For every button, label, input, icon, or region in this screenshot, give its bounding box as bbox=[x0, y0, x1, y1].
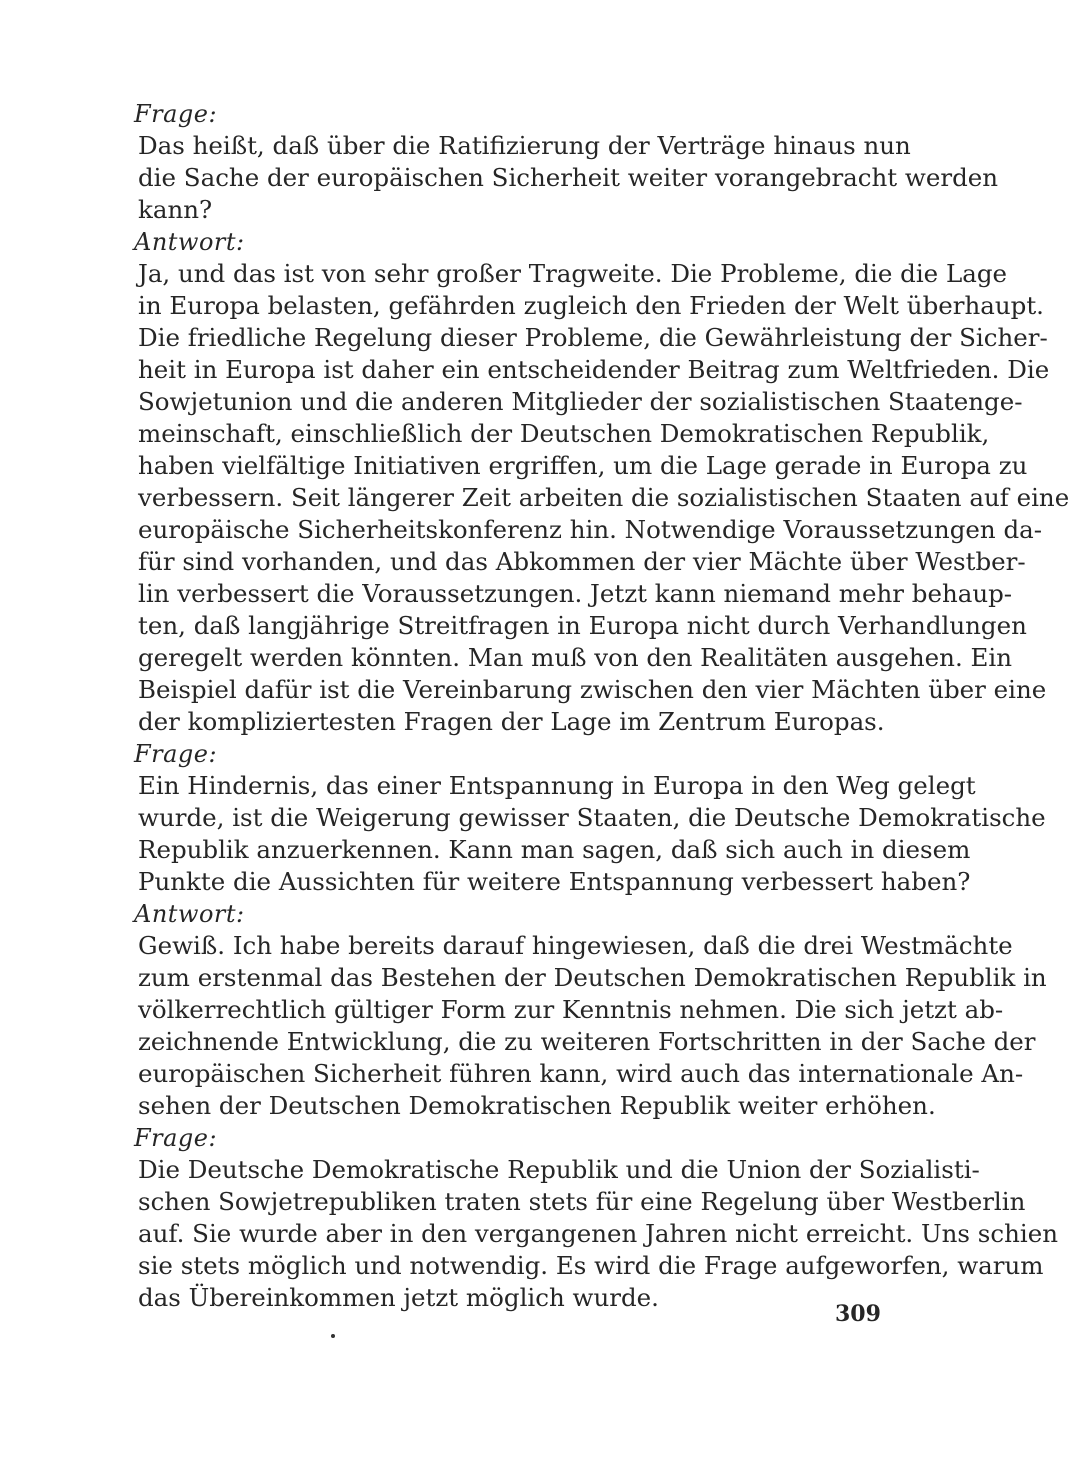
text-line: lin verbessert die Voraussetzungen. Jetzt kann niemand mehr behaup- bbox=[138, 579, 1013, 608]
answer-section bbox=[134, 898, 1047, 1122]
text-line: ten, daß langjährige Streitfragen in Europa nicht durch Verhandlungen bbox=[138, 611, 1027, 640]
answer-label: Antwort: bbox=[134, 900, 245, 928]
text-line: Gewiß. Ich habe bereits darauf hingewiesen, daß die drei Westmächte bbox=[138, 931, 1013, 960]
text-line: Ja, und das ist von sehr großer Tragweite. Die Probleme, die die Lage bbox=[138, 259, 1008, 288]
text-line: auf. Sie wurde aber in den vergangenen Jahren nicht erreicht. Uns schien bbox=[138, 1219, 1058, 1248]
text-line: sie stets möglich und notwendig. Es wird die Frage aufgeworfen, warum bbox=[138, 1251, 1044, 1280]
page-number: 309 bbox=[835, 1301, 881, 1327]
text-line: heit in Europa ist daher ein entscheidender Beitrag zum Weltfrieden. Die bbox=[138, 355, 1050, 384]
text-line: Sowjetunion und die anderen Mitglieder der sozialistischen Staatenge- bbox=[138, 387, 1023, 416]
text-line: verbessern. Seit längerer Zeit arbeiten die sozialistischen Staaten auf eine bbox=[138, 483, 1069, 512]
text-line: schen Sowjetrepubliken traten stets für eine Regelung über Westberlin bbox=[138, 1187, 1026, 1216]
text-line: das Übereinkommen jetzt möglich wurde. bbox=[138, 1283, 659, 1312]
question-label: Frage: bbox=[134, 1124, 218, 1152]
text-line: wurde, ist die Weigerung gewisser Staaten, die Deutsche Demokratische bbox=[138, 803, 1046, 832]
body-text bbox=[134, 98, 1069, 1314]
text-line: Ein Hindernis, das einer Entspannung in Europa in den Weg gelegt bbox=[138, 771, 976, 800]
text-line: zum erstenmal das Bestehen der Deutschen Demokratischen Republik in bbox=[138, 963, 1047, 992]
text-line: Beispiel dafür ist die Vereinbarung zwischen den vier Mächten über eine bbox=[138, 675, 1047, 704]
text-line: die Sache der europäischen Sicherheit weiter vorangebracht werden bbox=[138, 163, 999, 192]
text-line: europäischen Sicherheit führen kann, wird auch das internationale An- bbox=[138, 1059, 1024, 1088]
text-line: Punkte die Aussichten für weitere Entspannung verbessert haben? bbox=[138, 867, 971, 896]
text-line: in Europa belasten, gefährden zugleich den Frieden der Welt überhaupt. bbox=[138, 291, 1044, 320]
text-line: Republik anzuerkennen. Kann man sagen, daß sich auch in diesem bbox=[138, 835, 971, 864]
text-line: haben vielfältige Initiativen ergriffen, um die Lage gerade in Europa zu bbox=[138, 451, 1028, 480]
answer-label: Antwort: bbox=[134, 228, 245, 256]
question-label: Frage: bbox=[134, 740, 218, 768]
answer-section bbox=[134, 226, 1069, 738]
text-line: europäische Sicherheitskonferenz hin. Notwendige Voraussetzungen da- bbox=[138, 515, 1043, 544]
text-line: sehen der Deutschen Demokratischen Republik weiter erhöhen. bbox=[138, 1091, 936, 1120]
text-line: geregelt werden könnten. Man muß von den Realitäten ausgehen. Ein bbox=[138, 643, 1013, 672]
question-section bbox=[134, 1122, 1058, 1314]
text-line: Die Deutsche Demokratische Republik und die Union der Sozialisti- bbox=[138, 1155, 980, 1184]
text-line: für sind vorhanden, und das Abkommen der vier Mächte über Westber- bbox=[138, 547, 1026, 576]
question-label: Frage: bbox=[134, 100, 218, 128]
text-line: meinschaft, einschließlich der Deutschen Demokratischen Republik, bbox=[138, 419, 990, 448]
text-line: zeichnende Entwicklung, die zu weiteren Fortschritten in der Sache der bbox=[138, 1027, 1036, 1056]
text-line: kann? bbox=[138, 195, 213, 224]
text-line: Die friedliche Regelung dieser Probleme, die Gewährleistung der Sicher- bbox=[138, 323, 1048, 352]
text-line: Das heißt, daß über die Ratifizierung der Verträge hinaus nun bbox=[138, 131, 911, 160]
question-section bbox=[134, 98, 999, 226]
text-line: der kompliziertesten Fragen der Lage im Zentrum Europas. bbox=[138, 707, 885, 736]
question-section bbox=[134, 738, 1046, 898]
print-speck bbox=[331, 1334, 335, 1338]
text-line: völkerrechtlich gültiger Form zur Kenntnis nehmen. Die sich jetzt ab- bbox=[138, 995, 1004, 1024]
